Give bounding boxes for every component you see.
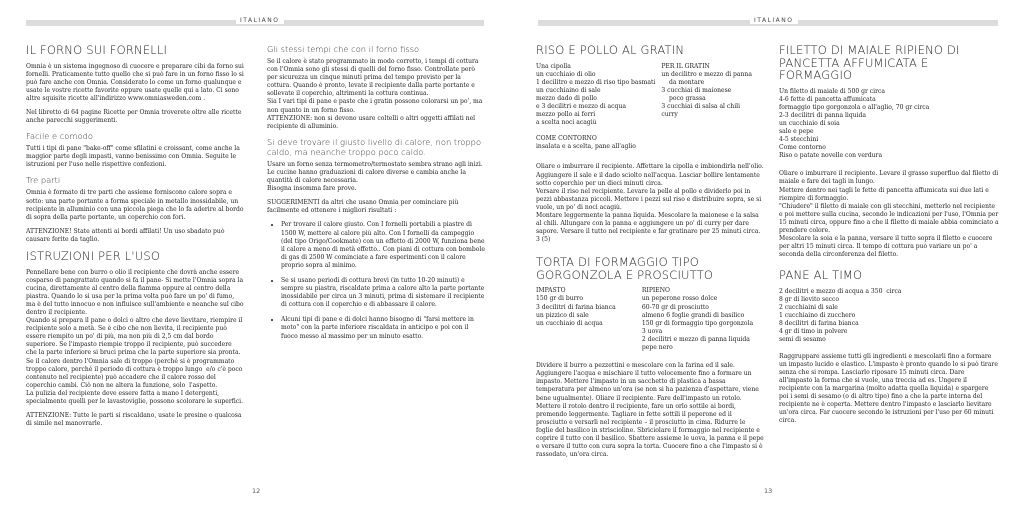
- procedure-text: Oliare o imburrare il recipiente. Levare il grasso superfluo dal filetto di maiale e fare dei tagli in lungo. Mettere dentro nei tagli le fette di pancetta affumicata sui due lati e riempire di formaggio. "Chiudere" il filetto di maiale con gli stecchini, metterlo nel recipiente e poi mettere sulla cucina, secondo le indicazioni per l'uso, l'Omnia per 15 minuti circa, oppure fino a che il filetto di maiale abbia cominciato a prendere colore. Mescolare la soia e la panna, versare il tutto sopra il filetto e cuocere per altri 15 minuti circa. Il tempo di cottura può variare un po' a seconda della circonferenza del filetto.: [779, 170, 999, 259]
- page-number: 12: [252, 487, 261, 495]
- paragraph: Tutti i tipi di pane "bake-off" come sfilatini e croissant, come anche la maggior parte degli impasti, vanno benissimo con Omnia. Seguite le istruzioni per l'uso nelle rispettive confezioni.: [26, 145, 240, 169]
- warning-text: ATTENZIONE: Tutte le parti si riscaldano, usate le presine o qualcosa di simile nel manovrarle.: [26, 412, 242, 428]
- warning-text: ATTENZIONE! State attenti ai bordi affilati! Un uso sbadato può causare ferite da taglio.: [26, 227, 225, 243]
- paragraph: Se il calore è stato programmato in modo corretto, i tempi di cottura con l'Omnia sono gli stessi di quelli del forno fisso. Controllate però per sicurezza un cinque minuti prima del tempo previsto per la cottura. Quando è pronto, levate il recipiente dalla parte portante e sollevate il coperchio, altrimenti la cottura continua. Sia I vari tipi di pane e paste che i gratin possono colorarsi un po', ma non quanto in un forno fisso. ATTENZIONE: non si devono usare coltelli o altri oggetti affilati nel recipiente di alluminio.: [267, 58, 483, 130]
- paragraph: Nel libretto di 64 pagine Ricette per Omnia troverete oltre alle ricette anche parecchi suggerimenti.: [26, 108, 242, 125]
- ingredient-list: Una cipolla un cucchiaio di olio 1 decilitro e mezzo di riso tipo basmati un cucchiaino di sale mezzo dado di pollo e 3 decilitri e mezzo di acqua mezzo pollo ai ferri a scelta noci acagiù: [536, 62, 656, 127]
- ingredient-list: 2 decilitri e mezzo di acqua a 350 circa 8 gr di lievito secco 2 cucchiaini di sale 1 cucchiaino di zucchero 8 decilitri di farina bianca 4 gr di timo in polvere semi di sesamo: [779, 287, 902, 344]
- paragraph: Usare un forno senza termometro/termostato sembra strano agli inizi. Le cucine hanno graduazioni di calore diverse e cambia anche la quantità di calore necessaria. Bisogna insomma fare prove.: [267, 160, 483, 193]
- ingredient-list: un decilitro e mezzo di panna da montare 3 cucchiai di maionese poco grassa 3 cucchiai di salsa al chili curry: [661, 70, 752, 119]
- section-title: IL FORNO SUI FORNELLI: [26, 43, 168, 57]
- ingredient-list: 150 gr di burro 3 decilitri di farina bianca un pizzico di sale un cucchiaio di acqua: [536, 295, 616, 327]
- list-item: • Per trovare il calore giusto. Con I fornelli portabili a piastre di 1500 W, mettere al calore più alto. Con I fornelli da campeggio (del tipo Origo/Cookmate) con un effetto di 2000 W, funziona bene il calore a meno di metà effetto.. Con piani di cottura con bombole di gas di 2500 W cominciate a fare esperimenti con il calore proprio sopra al minimo.: [281, 221, 485, 270]
- procedure-text: Dividere il burro a pezzettini e mescolare con la farina ed il sale. Aggiungere l'acqua e mischiare il tutto velocemente fino a formare un impasto. Mettere l'impasto in un sacchetto di plastica a bassa temperatura per almeno un'ora (se non si ha pazienza d'aspettare, viene bene ugualmente). Oliare il recipiente. Fare dell'impasto un rotolo. Mettere il rotolo dentro il recipiente, fare un orlo sottile ai bordi, premendo leggermente. Tagliare in fette sottili il peperone ed il prosciutto e versarli nel recipiente – il prosciutto in cima. Ridurre le foglie del basilico in striscioline. Sbriciolare il formaggio nel recipiente e coprire il tutto con il basilico. Sbattere assieme le uova, la panna e il pepe e versare il tutto con cura sopra la torta. Cuocere fino a che l'impasto si è rassodato, un'ora circa.: [536, 362, 764, 459]
- recipe-title: PANE AL TIMO: [779, 268, 863, 283]
- subsection-title: Gli stessi tempi che con il forno fisso: [267, 44, 420, 54]
- paragraph: Omnia è un sistema ingegnoso di cuocere e preparare cibi da forno sui fornelli. Praticamente tutto quello che si può fare in un forno fisso lo si può fare anche con Omnia. Considerato lo come un forno qualunque e usate le vostre ricette favorite oppure usate quelle qui a lato. Ci sono altre squisite ricette all'indirizzo www.omniasweden.com .: [26, 62, 246, 102]
- procedure-text: Oliare o imburrare il recipiente. Affettare la cipolla e imbiondirla nell'olio. Aggiungere il sale e il dado sciolto nell'acqua. Lasciar bollire lentamente sotto coperchio per un dieci minuti circa. Versare il riso nel recipiente. Levare la pelle al pollo e dividerlo poi in pezzi abbastanza piccoli. Mettere i pezzi sul riso e distribuire sopra, se si vuole, un po' di noci acagiù. Montare leggermente la panna liquida. Mescolare la maionese e la salsa al chili. Allungare con la panna e aggiungere un po' di curry per dare sapore. Versare il tutto nel recipiente e far gratinare per 25 minuti circa. 3 (5): [536, 163, 764, 244]
- subsection-title: Si deve trovare il giusto livello di calore, non troppo caldo, ma neanche troppo poco caldo.: [267, 136, 482, 157]
- ingredients: [536, 287, 764, 352]
- paragraph: insalata e a scelta, pane all'aglio: [536, 143, 636, 151]
- ingredient-heading: RIPIENO: [641, 287, 670, 295]
- ingredient-heading: PER IL GRATIN: [661, 62, 710, 70]
- section-title: ISTRUZIONI PER L'USO: [26, 249, 161, 263]
- column-riso: [536, 44, 764, 465]
- ingredient-list: Un filetto di maiale di 500 gr circa 4-6 fette di pancetta affumicata formaggio tipo gorgonzola o all'aglio, 70 gr circa 2-3 decilitri di panna liquida un cucchiaio di soia sale e pepe 4-5 stecchini Come contorno Riso o patate novelle con verdura: [779, 87, 930, 160]
- recipe-title: FILETTO DI MAIALE RIPIENO DI PANCETTA AFFUMICATA E FORMAGGIO: [779, 43, 960, 82]
- language-label: ITALIANO: [236, 17, 284, 24]
- subsection-title: Facile e comodo: [26, 131, 93, 142]
- ingredient-heading: COME CONTORNO: [536, 135, 597, 143]
- paragraph: Pennellare bene con burro o olio il recipiente che dovrà anche essere cosparso di pangrattato quando si fa il pane- Si mette l'Omnia sopra la cucina, direttamente al centro della fiamma oppure al centro della piastra. Quando lo si usa per la prima volta può fare un po' di fumo, ma è del tutto innocuo e non influisce sull'ambiente e neanche sul cibo dentro il recipiente. Quando si prepara il pane o dolci o altro che deve lievitare, riempire il recipiente solo a metà. Se è cibo che non lievita, il recipiente può essere riempito un po' di più, ma non più di 2,5 cm dal bordo superiore. Se l'impasto riempie troppo il recipiente, può succedere che la parte inferiore si bruci prima che la parte superiore sia pronta. Se il calore dentro l'Omnia sale di troppo (perché si è programmato troppo calore, perché il periodo di cottura è troppo lungo e/o c'è poco contenuto nel recipiente) può accadere che il calore rosso del coperchio cambi. Ciò non ne altera la funzione, solo l'aspetto. La pulizia del recipiente deve essere fatta a mano I detergenti, specialmente quelli per le lavastoviglie, possono scolorare le superfici.: [26, 268, 244, 405]
- subsection-title: Tre parti: [26, 175, 61, 186]
- gratin-block: [661, 63, 764, 128]
- list-item: • Se si usano periodi di cottura brevi (in tutto 10-20 minuti) e sempre su piastra, riscaldate prima a calore alto la parte portante inossidabile per circa un 3 minuti, prima di sistemare il recipiente di cottura con il coperchio e di abbassare il calore.: [281, 277, 485, 309]
- paragraph: Omnia è formato di tre parti che assieme forniscono calore sopra e sotto: una parte portante a forma speciale in metallo inossidabile, un recipiente in alluminio con una piccola piega che lo fa aderire al bordo di sopra della parte portante, un coperchio con fori.: [26, 189, 244, 221]
- ingredient-list: un peperone rosso dolce 60-70 gr di prosciutto almeno 6 foglie grandi di basilico 150 gr di formaggio tipo gorgonzola 3 uova 2 decilitri e mezzo di panna liquida pepe nero: [641, 295, 754, 352]
- recipe-title: TORTA DI FORMAGGIO TIPO GORGONZOLA E PROSCIUTTO: [536, 255, 714, 282]
- ingredients: [536, 63, 764, 128]
- recipe-title: RISO E POLLO AL GRATIN: [536, 43, 685, 57]
- language-label: ITALIANO: [750, 17, 798, 24]
- column-filetto: [779, 44, 999, 431]
- right-page: [512, 0, 1024, 512]
- procedure-text: Raggruppare assieme tutti gli ingredienti e mescolarli fino a formare un impasto lucido e elastico. L'impasto è pronto quando lo si può tirare senza che si rompa. Lasciarlo riposare 15 minuti circa. Dare all'impasto la forma che si vuole, una treccia ad es. Ungere il recipiente con la margarina (molto adatta quella liquida) e spargere poi i semi di sesamo (o di altro tipo) fino a che la parte interna del recipiente ne è coperta. Mettere dentro l'impasto e lasciarlo lievitare un'ora circa. Far cuocere secondo le istruzioni per l'uso per 60 minuti circa.: [779, 352, 998, 425]
- page-number: 13: [764, 487, 773, 495]
- column-tempi: [267, 44, 485, 348]
- paragraph: SUGGERIMENTI da altri che usano Omnia per cominciare più facilmente ed ottenere i migliori risultati :: [267, 199, 459, 215]
- ingredient-heading: IMPASTO: [536, 287, 566, 295]
- column-forno: [26, 44, 244, 434]
- tips-list: [267, 221, 485, 340]
- impasto-block: [536, 287, 636, 352]
- list-item: • Alcuni tipi di pane e di dolci hanno bisogno di "farsi mettere in moto" con la parte inferiore riscaldata in anticipo e poi con il fuoco messo al massimo per un minuto esatto.: [281, 316, 485, 340]
- ripieno-block: [642, 287, 764, 352]
